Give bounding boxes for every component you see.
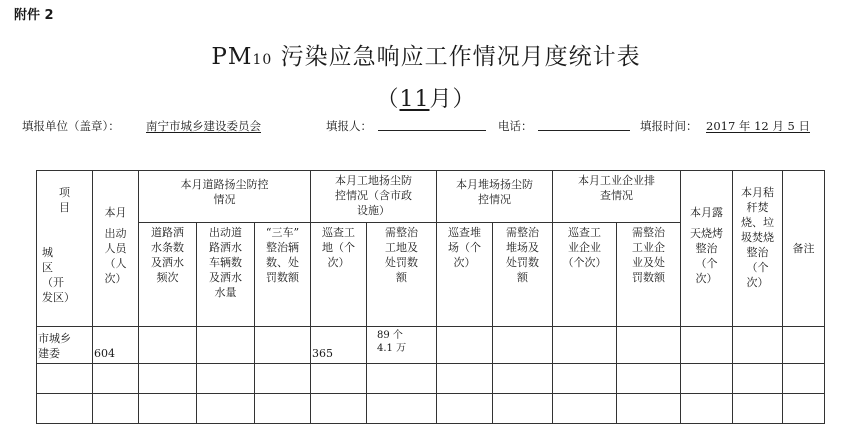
burning-col-label: 天烧烤 整治 （个 次） (690, 227, 724, 285)
industry-fix-header: 需整治 工业企 业及处 罚数额 (617, 223, 681, 327)
site-check-cell: 365 (311, 327, 367, 364)
road-group-header: 本月道路扬尘防控 情况 (139, 171, 311, 223)
road-three-cell (255, 327, 311, 364)
filler-blank[interactable] (378, 118, 486, 131)
personnel-header (93, 171, 139, 327)
phone-label: 电话： (498, 119, 533, 133)
straw-col-label: 烧、垃 圾焚烧 整治 （个 次） (741, 216, 775, 289)
straw-cell (733, 327, 783, 364)
title-rest: 污染应急响应工作情况月度统计表 (272, 44, 641, 70)
yard-check-header: 巡查堆 场（个 次） (437, 223, 493, 327)
unit-label: 填报单位（盖章）： (22, 119, 120, 133)
corner-header (37, 171, 93, 327)
road-vehicles-cell (197, 327, 255, 364)
district-cell: 市城乡 建委 (37, 327, 93, 364)
statistics-table (36, 170, 825, 424)
industry-check-cell (553, 327, 617, 364)
yard-group-header: 本月堆场扬尘防 控情况 (437, 171, 553, 223)
industry-fix-cell (617, 327, 681, 364)
table-row (37, 364, 825, 394)
table-row (37, 394, 825, 424)
road-streets-cell (139, 327, 197, 364)
month-line (0, 82, 852, 113)
burning-cell (681, 327, 733, 364)
industry-check-header: 巡查工 业企业 （个次） (553, 223, 617, 327)
title-subscript: 10 (252, 52, 273, 68)
filler-label: 填报人： (326, 119, 372, 133)
industry-group-header: 本月工业企业排 查情况 (553, 171, 681, 223)
month-unit: 月 (429, 87, 453, 112)
corner-bottom-label: 城 区 （开 发区） (42, 246, 75, 304)
phone-blank[interactable] (538, 118, 630, 131)
site-check-header: 巡查工 地（个 次） (311, 223, 367, 327)
note-cell (783, 327, 825, 364)
yard-check-cell (437, 327, 493, 364)
burning-header (681, 171, 733, 327)
attachment-label: 附件 2 (14, 8, 54, 23)
month-value: 11 (399, 87, 430, 112)
header-row-1 (37, 171, 825, 223)
site-fix-cell: 89 个 4.1 万 (367, 327, 437, 364)
yard-fix-header: 需整治 堆场及 处罚数 额 (493, 223, 553, 327)
time-label: 填报时间： (640, 119, 698, 133)
personnel-top-label: 本月 (104, 206, 127, 219)
page-title (0, 38, 852, 71)
straw-header (733, 171, 783, 327)
yard-fix-cell (493, 327, 553, 364)
time-value: 2017 年 12 月 5 日 (706, 119, 810, 133)
month-open-paren: （ (376, 87, 400, 112)
site-fix-header: 需整治 工地及 处罚数 额 (367, 223, 437, 327)
personnel-cell: 604 (93, 327, 139, 364)
road-three-header: “三车” 整治辆 数、处 罚数额 (255, 223, 311, 327)
month-close-paren: ） (452, 87, 476, 112)
corner-top-label: 项 目 (59, 186, 70, 214)
unit-value: 南宁市城乡建设委员会 (146, 119, 261, 133)
road-streets-header: 道路洒 水条数 及洒水 频次 (139, 223, 197, 327)
note-header: 备注 (783, 171, 825, 327)
table-row (37, 327, 825, 364)
straw-top-label: 本月秸 秆焚 (741, 186, 775, 214)
burning-top-label: 本月露 (690, 206, 724, 219)
road-vehicles-header: 出动道 路洒水 车辆数 及洒水 水量 (197, 223, 255, 327)
personnel-col-label: 出动 人员 （人 次） (104, 227, 127, 285)
site-group-header: 本月工地扬尘防 控情况（含市政 设施） (311, 171, 437, 223)
title-pm: PM (211, 44, 253, 70)
